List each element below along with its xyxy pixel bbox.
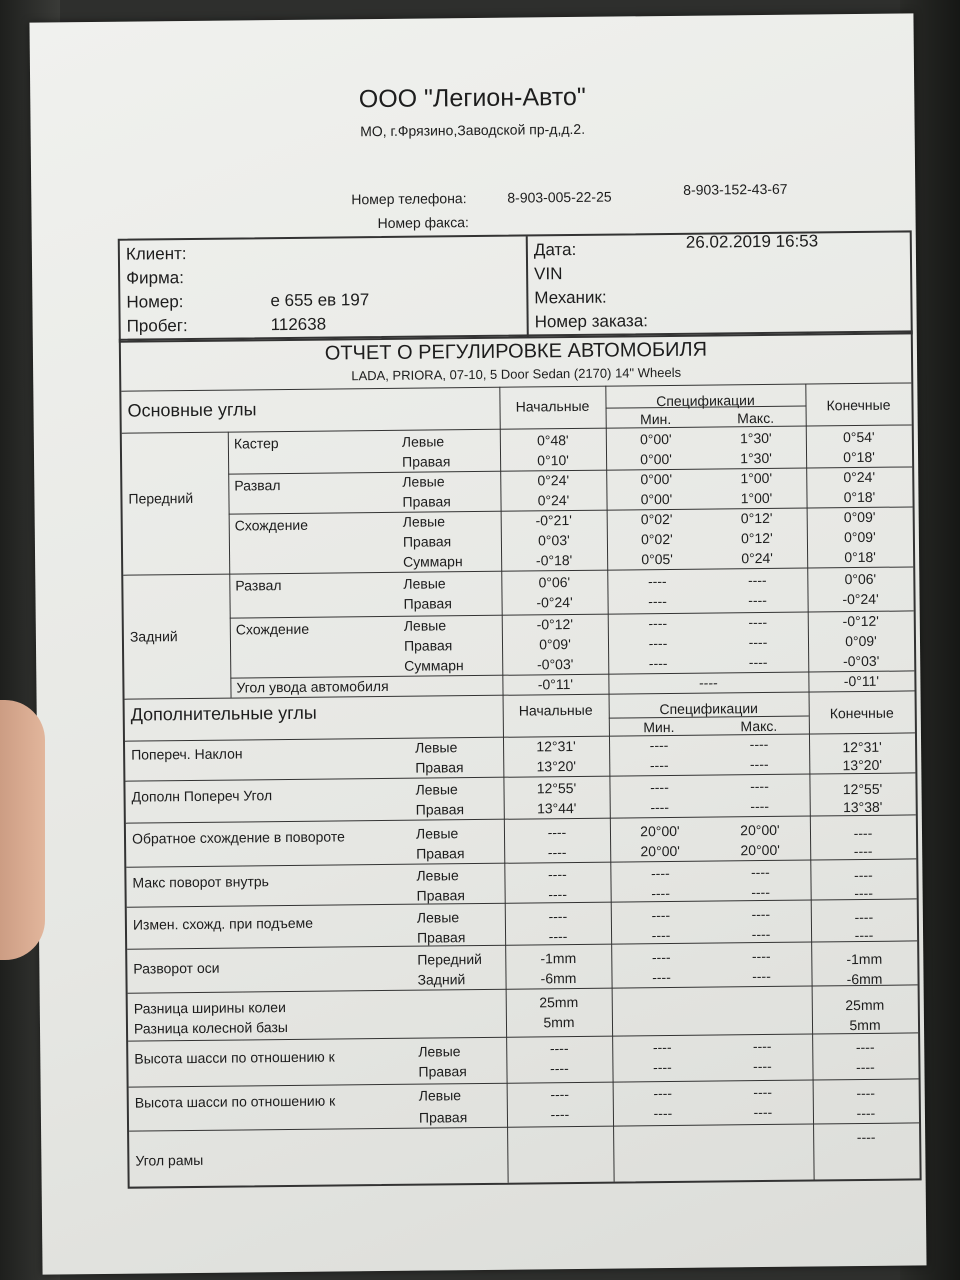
date-label: Дата: — [533, 239, 577, 260]
value-cell: 0°24' — [537, 492, 570, 509]
date-value: 26.02.2019 16:53 — [685, 231, 819, 252]
value-cell: -0°11' — [843, 672, 880, 690]
value-cell: ---- — [648, 593, 667, 610]
ride-height-label: Высота шасси по отношению к — [134, 1092, 336, 1111]
client-info-box — [118, 230, 913, 342]
value-cell: ---- — [753, 1103, 773, 1121]
value-cell: 13°20' — [536, 757, 577, 775]
value-cell: 20°00' — [740, 841, 780, 859]
side-right-label: Правая — [402, 533, 452, 550]
fax-label: Номер факса: — [377, 214, 469, 232]
value-cell: 0°12' — [740, 509, 773, 527]
value-cell: ---- — [855, 1038, 875, 1056]
phone-label: Номер телефона: — [351, 190, 467, 208]
value-cell: ---- — [750, 797, 770, 815]
value-cell: ---- — [550, 1086, 570, 1103]
value-cell: ---- — [547, 844, 567, 861]
alignment-report-sheet — [29, 13, 926, 1274]
value-cell: ---- — [854, 866, 873, 884]
value-cell: -6mm — [540, 969, 577, 987]
side-right-label: Правая — [416, 887, 466, 904]
value-cell: 0°48' — [536, 432, 569, 449]
side-left-label: Левые — [415, 781, 458, 798]
side-right-label: Правая — [416, 845, 465, 862]
value-cell: ---- — [651, 927, 671, 944]
grid-line — [605, 386, 614, 1182]
grid-line — [122, 424, 912, 433]
grid-line — [126, 858, 916, 867]
side-left-label: Левые — [403, 617, 447, 634]
value-cell: ---- — [548, 928, 568, 945]
phone-1: 8-903-005-22-25 — [507, 188, 612, 206]
wheelbase-diff-label: Разница колесной базы — [133, 1019, 289, 1037]
col-initial-header: Начальные — [515, 397, 590, 415]
value-cell: -0°24' — [842, 590, 879, 608]
value-cell: ---- — [650, 865, 670, 882]
value-cell: 0°02' — [640, 510, 673, 528]
value-cell: 0°09' — [539, 636, 571, 653]
mileage-value: 112638 — [270, 314, 327, 335]
value-cell: 0°00' — [640, 490, 673, 508]
grid-line — [125, 772, 915, 781]
value-cell: 1°00' — [740, 469, 773, 487]
value-cell: 0°24' — [537, 472, 570, 489]
value-cell: ---- — [653, 1058, 672, 1076]
toe-label: Схождение — [235, 620, 310, 638]
col-spec-header: Спецификации — [656, 392, 755, 410]
value-cell: 0°00' — [640, 470, 673, 488]
value-cell: ---- — [652, 968, 671, 986]
value-cell: 0°12' — [741, 529, 773, 547]
side-right-label: Правая — [418, 1063, 467, 1080]
setback-rear-label: Задний — [417, 971, 466, 988]
value-cell: -1mm — [540, 949, 577, 967]
value-cell: ---- — [648, 635, 668, 652]
side-left-label: Левые — [416, 867, 459, 884]
value-cell: -0°21' — [535, 512, 572, 529]
extra-angles-title: Дополнительные углы — [130, 702, 317, 725]
value-cell: -0°12' — [842, 612, 880, 630]
col-min-header: Мин. — [643, 718, 675, 736]
value-cell: ---- — [548, 908, 568, 925]
bump-steer-label: Измен. схожд. при подъеме — [132, 914, 314, 933]
value-cell: ---- — [751, 925, 771, 943]
side-left-label: Левые — [418, 1043, 461, 1060]
value-cell: 0°18' — [843, 448, 875, 466]
value-cell: ---- — [854, 908, 874, 926]
value-cell: ---- — [547, 824, 567, 841]
value-cell: ---- — [549, 1040, 569, 1057]
vin-label: VIN — [534, 264, 563, 284]
col-max-header: Макс. — [737, 409, 775, 427]
value-cell: 1°30' — [739, 429, 772, 447]
value-cell: ---- — [649, 757, 669, 774]
number-value: е 655 ев 197 — [270, 290, 370, 311]
value-cell: ---- — [748, 653, 768, 671]
value-cell: -1mm — [846, 950, 883, 968]
max-turn-label: Макс поворот внутрь — [132, 873, 270, 891]
side-right-label: Правая — [415, 759, 464, 776]
grid-line — [126, 814, 916, 823]
value-cell: ---- — [653, 1104, 673, 1122]
value-cell: 0°00' — [639, 430, 672, 448]
value-cell: 1°00' — [740, 489, 773, 507]
side-left-label: Левые — [402, 473, 445, 490]
value-cell: ---- — [652, 1038, 672, 1056]
grid-line — [228, 466, 912, 474]
col-max-header: Макс. — [740, 717, 778, 735]
side-left-label: Левые — [415, 825, 459, 842]
toe-label: Схождение — [234, 516, 309, 534]
total-label: Суммарн — [404, 657, 464, 674]
value-cell: ---- — [651, 885, 671, 902]
value-cell: 13°20' — [842, 756, 883, 774]
value-cell: ---- — [748, 613, 768, 631]
value-cell: 0°05' — [641, 550, 674, 568]
value-cell: ---- — [854, 884, 874, 902]
caster-label: Кастер — [233, 435, 279, 452]
grid-line — [499, 387, 508, 1183]
main-angles-title: Основные углы — [127, 399, 257, 421]
value-cell: -0°18' — [535, 552, 573, 569]
grid-line — [129, 1078, 919, 1087]
value-cell: -0°11' — [537, 676, 574, 693]
value-cell: ---- — [650, 799, 670, 816]
value-cell: ---- — [648, 615, 668, 632]
total-label: Суммарн — [403, 553, 463, 570]
value-cell: ---- — [651, 907, 671, 924]
value-cell: ---- — [748, 591, 767, 609]
value-cell: 0°18' — [843, 488, 876, 506]
value-cell: ---- — [647, 573, 667, 590]
camber-label: Развал — [235, 577, 282, 594]
value-cell: ---- — [651, 949, 671, 966]
col-final-header: Конечные — [826, 396, 891, 414]
grid-line — [127, 940, 917, 949]
value-cell: 20°00' — [740, 821, 780, 839]
value-cell: ---- — [550, 1106, 570, 1123]
setback-label: Разворот оси — [133, 959, 220, 977]
value-cell: 5mm — [543, 1014, 575, 1031]
value-cell: 0°03' — [538, 532, 570, 549]
side-right-label: Правая — [402, 453, 451, 470]
setback-front-label: Передний — [417, 950, 483, 968]
value-cell: ---- — [752, 967, 771, 985]
value-cell: 0°09' — [843, 528, 876, 546]
thrust-angle-label: Угол увода автомобиля — [236, 677, 389, 696]
front-axle-label: Передний — [128, 489, 194, 507]
side-left-label: Левые — [418, 1087, 462, 1104]
value-cell: ---- — [856, 1084, 876, 1102]
value-cell: ---- — [752, 1037, 772, 1055]
value-cell: 12°31' — [536, 737, 576, 755]
side-right-label: Правая — [418, 1109, 468, 1126]
value-cell: 0°24' — [741, 549, 774, 567]
report-table — [119, 330, 922, 1188]
value-cell: -0°12' — [536, 616, 574, 633]
value-cell: ---- — [853, 824, 873, 842]
value-cell: 12°55' — [842, 780, 883, 798]
col-min-header: Мин. — [640, 410, 672, 428]
col-initial-header: Начальные — [518, 701, 593, 719]
value-cell: ---- — [750, 777, 769, 795]
value-cell: 1°30' — [740, 449, 772, 467]
side-left-label: Левые — [401, 433, 445, 450]
value-cell: 0°10' — [537, 452, 569, 469]
value-cell: -0°03' — [842, 652, 880, 670]
value-cell: ---- — [751, 905, 771, 923]
order-label: Номер заказа: — [534, 311, 649, 332]
value-cell: ---- — [856, 1128, 876, 1146]
value-cell: 13°44' — [536, 799, 577, 817]
value-cell: 0°24' — [843, 468, 876, 486]
number-label: Номер: — [126, 292, 184, 312]
value-cell: ---- — [747, 571, 767, 589]
value-cell: ---- — [653, 1084, 673, 1102]
grid-line — [125, 732, 915, 741]
sai-label: Попереч. Наклон — [131, 745, 243, 763]
side-left-label: Левые — [416, 909, 460, 926]
value-cell: ---- — [749, 755, 769, 773]
value-cell: -0°24' — [536, 594, 573, 611]
value-cell: 5mm — [849, 1016, 881, 1034]
rear-axle-label: Задний — [129, 628, 178, 645]
side-left-label: Левые — [403, 575, 446, 592]
value-cell: ---- — [854, 926, 874, 944]
value-cell: ---- — [699, 674, 718, 691]
value-cell: 0°09' — [843, 508, 876, 526]
value-cell: 0°06' — [538, 574, 571, 591]
value-cell: ---- — [548, 866, 567, 883]
value-cell: 13°38' — [842, 798, 883, 816]
value-cell: 0°09' — [845, 632, 877, 650]
side-right-label: Правая — [403, 637, 453, 654]
side-right-label: Правая — [403, 595, 452, 612]
value-cell: 12°55' — [536, 779, 577, 797]
vehicle-description: LADA, PRIORA, 07-10, 5 Door Sedan (2170) 14" Wheels — [351, 364, 682, 384]
col-final-header: Конечные — [829, 704, 894, 722]
track-diff-label: Разница ширины колеи — [133, 999, 286, 1017]
grid-line — [127, 898, 917, 907]
value-cell: 0°02' — [641, 530, 673, 548]
value-cell: ---- — [856, 1058, 875, 1076]
value-cell: ---- — [749, 735, 769, 753]
side-right-label: Правая — [415, 801, 465, 818]
side-left-label: Левые — [414, 739, 458, 756]
value-cell: 12°31' — [842, 738, 882, 756]
value-cell: 0°54' — [842, 428, 875, 446]
info-divider — [526, 236, 529, 336]
included-angle-label: Дополн Попереч Угол — [131, 787, 273, 805]
grid-line — [129, 1122, 919, 1131]
grid-line — [128, 984, 918, 993]
side-right-label: Правая — [416, 929, 466, 946]
value-cell: 0°06' — [844, 570, 877, 588]
grid-line — [228, 432, 232, 698]
value-cell: -0°03' — [536, 656, 574, 673]
grid-line — [123, 566, 913, 575]
value-cell: ---- — [550, 1060, 569, 1077]
toe-out-turn-label: Обратное схождение в повороте — [131, 828, 345, 847]
grid-line — [805, 384, 814, 1180]
value-cell: ---- — [751, 947, 771, 965]
company-address: МО, г.Фрязино,Заводской пр-д,д.2. — [360, 120, 586, 140]
value-cell: 25mm — [845, 996, 885, 1014]
col-spec-header: Спецификации — [659, 700, 759, 718]
frame-angle-label: Угол рамы — [135, 1151, 204, 1169]
value-cell: ---- — [548, 886, 568, 903]
value-cell: ---- — [748, 633, 768, 651]
value-cell: ---- — [856, 1104, 876, 1122]
client-label: Клиент: — [125, 244, 187, 264]
value-cell: ---- — [853, 842, 873, 860]
value-cell: ---- — [649, 737, 669, 754]
firm-label: Фирма: — [126, 268, 184, 288]
report-title: ОТЧЕТ О РЕГУЛИРОВКЕ АВТОМОБИЛЯ — [324, 338, 708, 365]
value-cell: ---- — [648, 655, 668, 672]
phone-2: 8-903-152-43-67 — [683, 180, 788, 198]
value-cell: ---- — [753, 1057, 772, 1075]
value-cell: ---- — [750, 863, 770, 881]
value-cell: ---- — [753, 1083, 773, 1101]
value-cell: 25mm — [539, 993, 579, 1011]
mechanic-label: Механик: — [534, 287, 607, 308]
thumb — [0, 700, 45, 960]
value-cell: 20°00' — [640, 842, 680, 860]
value-cell: 0°18' — [844, 548, 877, 566]
value-cell: 0°00' — [640, 450, 672, 468]
ride-height-label: Высота шасси по отношению к — [134, 1048, 335, 1067]
value-cell: 20°00' — [640, 822, 680, 840]
side-right-label: Правая — [402, 493, 451, 510]
camber-label: Развал — [234, 477, 281, 494]
value-cell: -6mm — [846, 970, 883, 988]
mileage-label: Пробег: — [126, 316, 188, 336]
side-left-label: Левые — [402, 513, 446, 530]
value-cell: ---- — [751, 883, 771, 901]
company-name: ООО "Легион-Авто" — [358, 82, 586, 114]
value-cell: ---- — [650, 779, 669, 796]
